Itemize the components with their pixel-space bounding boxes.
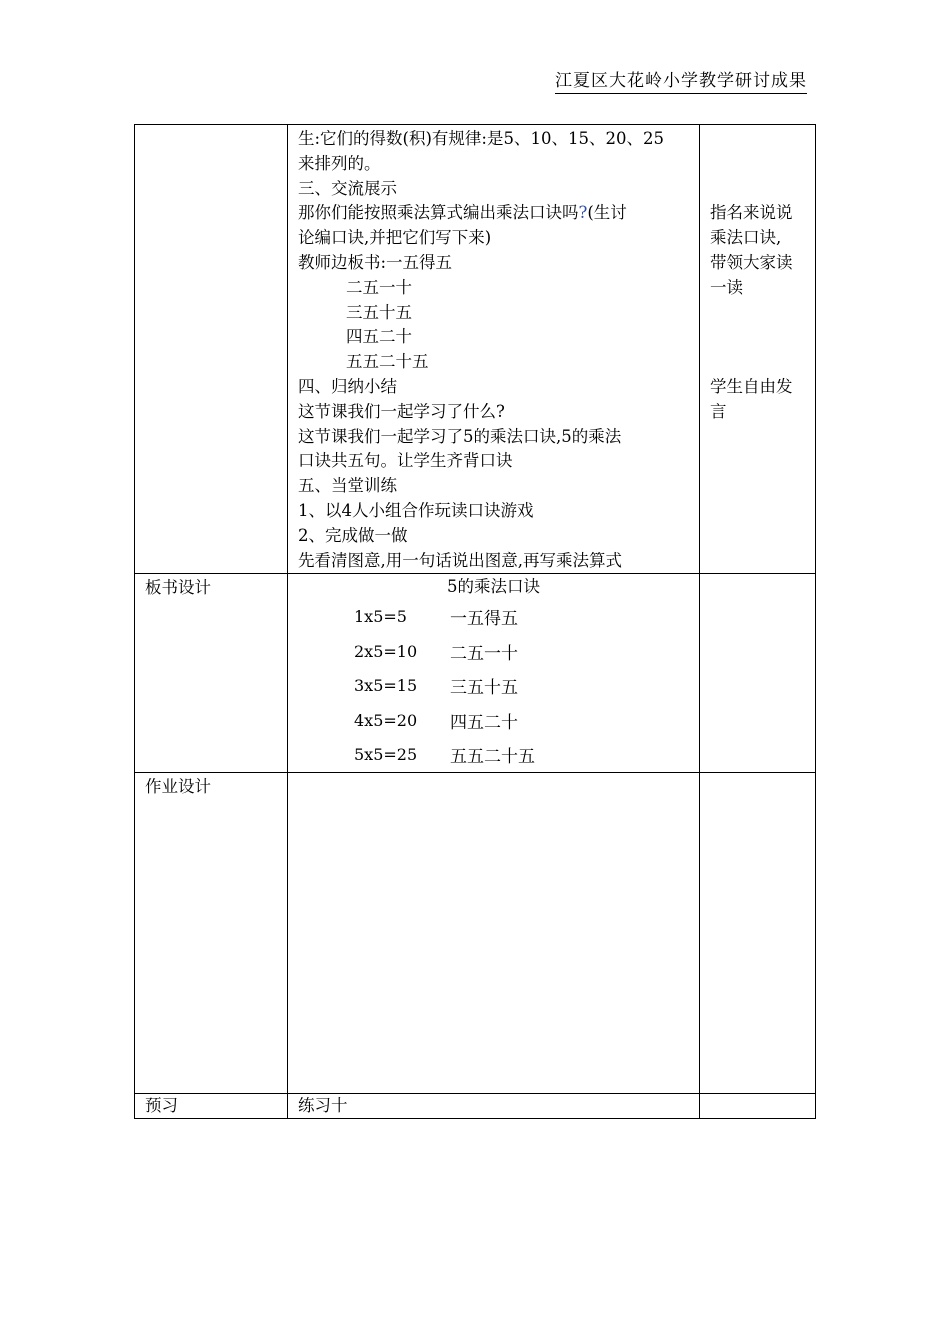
process-line: 先看清图意,用一句话说出图意,再写乘法算式 (298, 550, 622, 570)
note-line: 一读 (710, 277, 743, 297)
board-verse: 三五十五 (346, 302, 412, 322)
line-tail: (生讨 (587, 203, 627, 223)
notes-spacer (710, 350, 809, 375)
homework-notes-cell (700, 772, 816, 1093)
process-label-cell (135, 125, 288, 574)
board-entry (288, 634, 699, 669)
teacher-notes (700, 125, 815, 425)
board-entry (288, 703, 699, 738)
multiplication-equation: 1x5=5 (354, 607, 407, 627)
process-lines (288, 125, 699, 573)
homework-label: 作业设计 (145, 776, 211, 796)
homework-row (135, 772, 816, 1093)
question-mark: ? (578, 203, 588, 223)
page-header: 江夏区大花岭小学教学研讨成果 (555, 66, 807, 94)
process-line: 这节课我们一起学习了什么? (298, 401, 505, 421)
process-line: 2、完成做一做 (298, 525, 408, 545)
multiplication-verse: 一五得五 (450, 609, 518, 630)
multiplication-verse: 二五一十 (450, 643, 518, 664)
preview-content-cell (288, 1093, 700, 1118)
process-line: 口诀共五句。让学生齐背口诀 (298, 451, 513, 471)
note-line: 学生自由发 (710, 376, 793, 396)
process-line: 来排列的。 (298, 153, 381, 173)
process-row (135, 125, 816, 574)
board-label-cell (135, 574, 288, 773)
board-label: 板书设计 (145, 578, 211, 598)
board-notes-cell (700, 574, 816, 773)
board-title: 5的乘法口诀 (447, 577, 540, 597)
section-heading: 三、交流展示 (298, 178, 397, 198)
board-verse: 二五一十 (346, 277, 412, 297)
notes-spacer (710, 177, 809, 202)
board-entry (288, 737, 699, 772)
line-text: 那你们能按照乘法算式编出乘法口诀吗 (298, 203, 579, 223)
process-line (298, 201, 691, 226)
multiplication-equation: 5x5=25 (354, 745, 418, 765)
process-content-cell (288, 125, 700, 574)
note-line: 指名来说说 (710, 203, 793, 223)
lesson-plan-table (134, 124, 816, 1119)
section-heading: 五、当堂训练 (298, 476, 397, 496)
board-content-cell (288, 574, 700, 773)
multiplication-equation: 3x5=15 (354, 676, 418, 696)
preview-notes-cell (700, 1093, 816, 1118)
preview-label-cell (135, 1093, 288, 1118)
note-line: 乘法口诀, (710, 228, 782, 248)
notes-cell (700, 125, 816, 574)
multiplication-equation: 2x5=10 (354, 641, 418, 661)
note-line: 带领大家读 (710, 252, 793, 272)
section-heading: 四、归纳小结 (298, 376, 397, 396)
multiplication-verse: 五五二十五 (450, 747, 535, 768)
notes-spacer (710, 152, 809, 177)
notes-spacer (710, 325, 809, 350)
notes-spacer (710, 301, 809, 326)
board-verse: 五五二十五 (346, 352, 429, 372)
process-line: 教师边板书:一五得五 (298, 252, 453, 272)
preview-row (135, 1093, 816, 1118)
homework-content-cell (288, 772, 700, 1093)
homework-label-cell (135, 772, 288, 1093)
board-row-section (135, 574, 816, 773)
board-entry (288, 668, 699, 703)
multiplication-verse: 三五十五 (450, 678, 518, 699)
process-line: 1、以4人小组合作玩读口诀游戏 (298, 500, 534, 520)
board-entry (288, 599, 699, 634)
multiplication-verse: 四五二十 (450, 712, 518, 733)
board-verse: 四五二十 (346, 327, 412, 347)
preview-content: 练习十 (298, 1095, 348, 1115)
preview-label: 预习 (145, 1095, 178, 1115)
multiplication-equation: 4x5=20 (354, 710, 418, 730)
note-line: 言 (710, 401, 727, 421)
process-line: 这节课我们一起学习了5的乘法口诀,5的乘法 (298, 426, 622, 446)
process-line: 论编口诀,并把它们写下来) (298, 228, 492, 248)
notes-spacer (710, 127, 809, 152)
process-line: 生:它们的得数(积)有规律:是5、10、15、20、25 (298, 129, 664, 148)
